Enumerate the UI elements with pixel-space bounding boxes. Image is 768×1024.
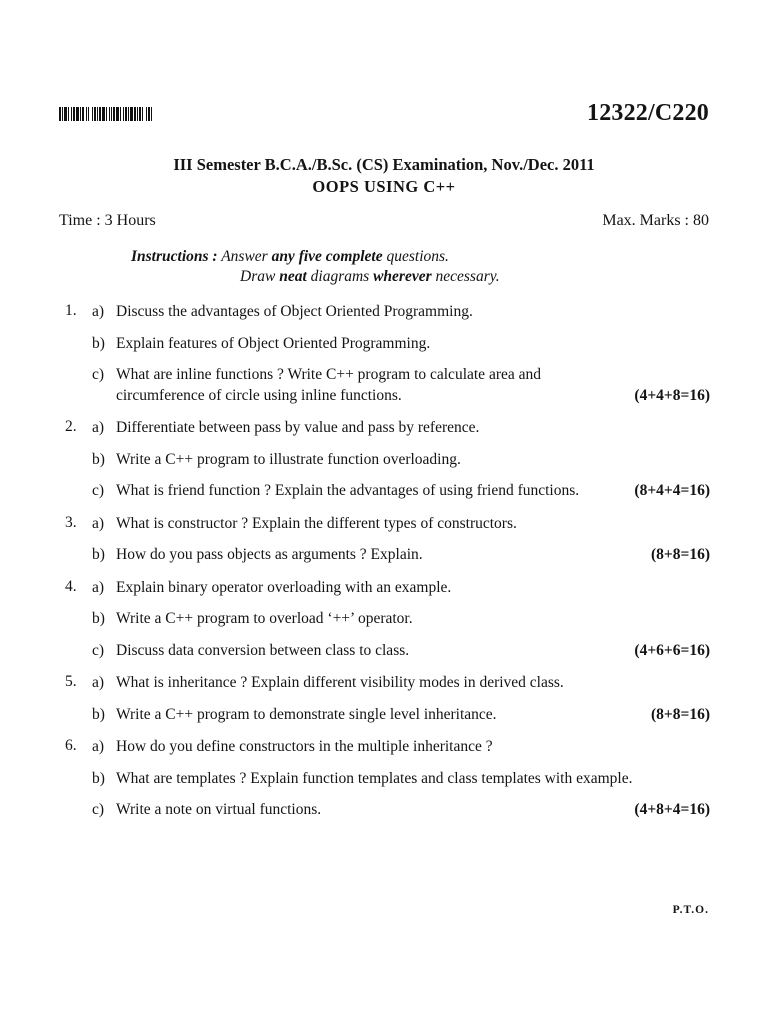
part-label: a) <box>92 419 105 436</box>
part-label: c) <box>92 482 105 499</box>
part-text: Write a C++ program to illustrate function overloading. <box>116 450 461 468</box>
question-5 <box>59 673 710 725</box>
part-label: a) <box>92 738 105 755</box>
instructions-text: necessary. <box>431 268 500 285</box>
part-text: How do you pass objects as arguments ? Explain. <box>116 546 423 563</box>
part-text: Discuss the advantages of Object Oriented Programming. <box>116 303 473 320</box>
question-number: 2. <box>65 418 77 435</box>
part-text: Explain features of Object Oriented Programming. <box>116 334 431 352</box>
question-part <box>59 302 710 323</box>
instructions-emphasis: wherever <box>373 268 432 285</box>
instructions-emphasis: neat <box>279 268 307 285</box>
question-part <box>59 769 710 790</box>
question-part <box>59 800 710 821</box>
part-text: What are templates ? Explain function templates and class templates with example. <box>116 769 633 787</box>
part-text: Explain binary operator overloading with an example. <box>116 578 452 596</box>
question-part <box>59 673 710 694</box>
part-text: What are inline functions ? Write C++ program to calculate area and circumference of circle using inline functions. <box>116 366 541 404</box>
part-label: a) <box>92 674 105 691</box>
part-label: c) <box>92 801 105 818</box>
question-list <box>59 302 710 833</box>
part-label: b) <box>92 334 105 352</box>
part-text: What is inheritance ? Explain different visibility modes in derived class. <box>116 674 564 691</box>
question-part <box>59 545 710 566</box>
part-text: What is constructor ? Explain the different types of constructors. <box>116 514 517 532</box>
question-part <box>59 514 710 535</box>
question-part <box>59 450 710 471</box>
instructions-text: diagrams <box>306 268 374 285</box>
question-part <box>59 481 710 502</box>
part-label: b) <box>92 546 105 563</box>
part-label: a) <box>92 303 105 320</box>
question-part <box>59 705 710 726</box>
instructions-label: Instructions : <box>131 248 218 265</box>
part-text: Write a C++ program to demonstrate single level inheritance. <box>116 705 497 723</box>
instructions-text: questions. <box>382 248 449 265</box>
max-marks: Max. Marks : 80 <box>602 212 709 229</box>
part-label: c) <box>92 366 105 383</box>
question-1 <box>59 302 710 406</box>
question-3 <box>59 514 710 566</box>
part-label: b) <box>92 450 105 468</box>
question-4 <box>59 578 710 662</box>
time-allowed: Time : 3 Hours <box>59 212 156 229</box>
marks-breakdown: (8+8=16) <box>651 546 710 563</box>
part-label: c) <box>92 641 105 659</box>
question-part <box>59 365 710 406</box>
question-part <box>59 578 710 599</box>
question-number: 3. <box>65 513 77 531</box>
question-part <box>59 641 710 662</box>
instructions-text: Draw <box>240 268 280 285</box>
marks-breakdown: (4+8+4=16) <box>634 801 710 818</box>
barcode <box>59 107 219 121</box>
instructions-line-1 <box>131 247 500 267</box>
part-text: Write a note on virtual functions. <box>116 801 322 818</box>
part-text: Write a C++ program to overload ‘++’ operator. <box>116 610 413 627</box>
instructions-text: Answer <box>221 248 272 265</box>
instructions-line-2 <box>131 267 500 287</box>
question-6 <box>59 737 710 821</box>
marks-breakdown: (4+4+8=16) <box>634 386 710 404</box>
question-number: 6. <box>65 737 77 754</box>
question-number: 5. <box>65 673 77 690</box>
part-text: How do you define constructors in the multiple inheritance ? <box>116 738 493 755</box>
question-part <box>59 737 710 758</box>
subject-title: OOPS USING C++ <box>312 177 456 196</box>
part-text: What is friend function ? Explain the advantages of using friend functions. <box>116 482 580 499</box>
pto-note: P.T.O. <box>672 904 709 916</box>
marks-breakdown: (8+4+4=16) <box>634 482 710 499</box>
question-2 <box>59 418 710 502</box>
instructions-emphasis: any five complete <box>271 248 383 265</box>
part-label: a) <box>92 578 105 596</box>
part-label: b) <box>92 610 105 627</box>
question-part <box>59 334 710 355</box>
question-part <box>59 609 710 630</box>
part-label: b) <box>92 769 105 787</box>
part-label: a) <box>92 514 105 532</box>
instructions <box>131 247 500 287</box>
paper-code: 12322/C220 <box>587 100 709 126</box>
part-text: Differentiate between pass by value and pass by reference. <box>116 419 480 436</box>
marks-breakdown: (4+6+6=16) <box>634 641 710 659</box>
exam-title: III Semester B.C.A./B.Sc. (CS) Examination, Nov./Dec. 2011 <box>173 155 595 174</box>
marks-breakdown: (8+8=16) <box>651 705 710 723</box>
question-number: 1. <box>65 302 77 319</box>
part-label: b) <box>92 705 105 723</box>
question-number: 4. <box>65 577 77 595</box>
question-part <box>59 418 710 439</box>
part-text: Discuss data conversion between class to class. <box>116 641 410 659</box>
